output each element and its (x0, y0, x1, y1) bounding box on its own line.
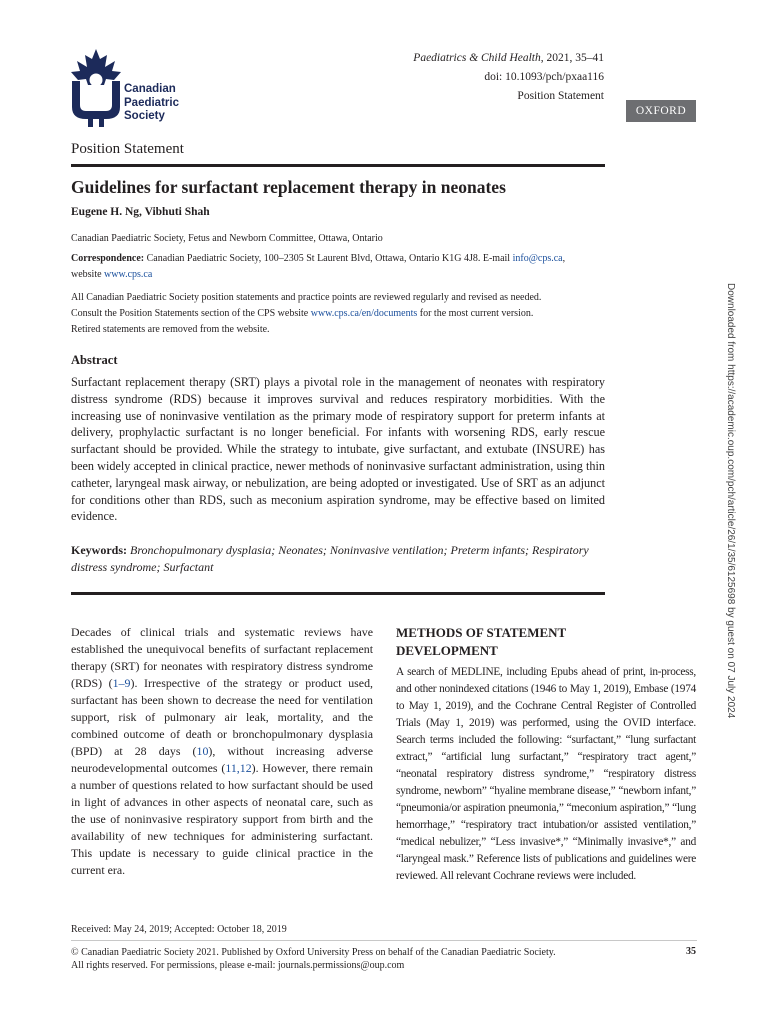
ref-link[interactable]: 1–9 (112, 676, 131, 690)
authors: Eugene H. Ng, Vibhuti Shah (71, 206, 210, 218)
maple-leaf-child-icon (66, 47, 126, 129)
website-link[interactable]: www.cps.ca (104, 269, 153, 280)
logo-text: Canadian Paediatric Society (124, 83, 179, 122)
ref-link[interactable]: 11,12 (225, 761, 252, 775)
documents-link[interactable]: www.cps.ca/en/documents (310, 308, 418, 319)
abstract-text: Surfactant replacement therapy (SRT) plays a pivotal role in the management of neonates with respiratory distress syndrome (RDS) because it improves survival and reduces respiratory morbidities. With the increasing use of noninvasive ventilation as the primary mode of respiratory support for preterm infants at delivery, prophylactic surfactant is no longer beneficial. For infants with worsening RDS, early rescue surfactant should be provided. While the strategy to intubate, give surfactant, and extubate (INSURE) has been widely accepted in clinical practice, newer methods of noninvasive surfactant administration, using thin catheter, laryngeal mask airway, or nebulization, are being adopted or investigated. Use of SRT as an adjunct for conditions other than RDS, such as meconium aspiration syndrome, may be effective based on limited evidence. (71, 375, 605, 524)
article-title: Guidelines for surfactant replacement therapy in neonates (71, 177, 506, 197)
intro-paragraph: Decades of clinical trials and systematic reviews have established the unequivocal benefits of surfactant replacement therapy (SRT) for neonates with respiratory distress syndrome (RDS) (1–9). Irrespective of the strategy or product used, surfactant has been shown to decrease the need for ventilation support, risk of pulmonary air leak, mortality, and the combined outcome of death or bronchopulmonary dysplasia (BPD) at 28 days (10), without increasing adverse neurodevelopmental outcomes (11,12). However, there remain a number of questions related to how surfactant should be used in light of advances in other aspects of neonatal care, such as the use of noninvasive respiratory support from birth and the availability of new techniques for administering surfactant. This update is necessary to guide clinical practice in the current era. (71, 625, 374, 877)
footer-rule (71, 940, 697, 941)
doi: doi: 10.1093/pch/pxaa116 (484, 71, 604, 83)
keywords: Keywords: Bronchopulmonary dysplasia; Neonates; Noninvasive ventilation; Preterm infants; Respiratory distress syndrome; Surfactant (71, 543, 589, 574)
affiliation: Canadian Paediatric Society, Fetus and Newborn Committee, Ottawa, Ontario (71, 233, 383, 244)
correspondence: Correspondence: Canadian Paediatric Society, 100–2305 St Laurent Blvd, Ottawa, Ontario K1G 4J8. E-mail info@cps.ca, website www.cps.ca (71, 253, 566, 280)
ref-link[interactable]: 10 (196, 744, 209, 758)
abstract-rule (71, 592, 605, 595)
journal-citation: Paediatrics & Child Health, 2021, 35–41 (413, 52, 604, 64)
methods-paragraph: A search of MEDLINE, including Epubs ahead of print, in-process, and other nonindexed citations (1946 to May 1, 2019), Embase (1974 to May 1, 2019), and the Cochrane Central Register of Controlled Trials (May 1, 2019) was performed, using the OVID interface. Search terms included the following: “surfactant,” “lung surfactant extract,” “artificial lung surfactant,” “respiratory tract agent,” “neonatal respiratory distress syndrome,” “respiratory distress syndrome, newborn” “hyaline membrane disease,” “newborn infant,” “pneumonia/or aspiration pneumonia,” “meconium aspiration,” “lung hemorrhage,” “respiratory tract intubation/or assisted ventilation,” “medical nebulizer,” “Less invasive*,” “Minimally invasive*,” and “laryngeal mask.” Reference lists of publications and guidelines were reviewed. All relevant Cochrane reviews were included. (396, 666, 696, 882)
header-rule (71, 164, 605, 167)
journal-meta (413, 49, 604, 106)
abstract-heading: Abstract (71, 353, 118, 367)
section-label: Position Statement (71, 141, 184, 157)
article-type: Position Statement (517, 90, 604, 102)
copyright: © Canadian Paediatric Society 2021. Published by Oxford University Press on behalf of the Canadian Paediatric Society. All rights reserved. For permissions, please e-mail: journals.permissions@oup.com (71, 947, 556, 971)
cps-logo (66, 47, 186, 129)
review-note: All Canadian Paediatric Society position statements and practice points are reviewed regularly and revised as needed. Consult the Position Statements section of the CPS website www.cps.ca/en/documents for the most current version. Retired statements are removed from the website. (71, 292, 542, 335)
received-dates: Received: May 24, 2019; Accepted: October 18, 2019 (71, 924, 287, 935)
methods-heading: METHODS OF STATEMENT DEVELOPMENT (396, 625, 566, 658)
oxford-badge: OXFORD (626, 100, 696, 122)
download-watermark: Downloaded from https://academic.oup.com/pch/article/26/1/35/6125698 by guest on 07 July 2024 (725, 283, 736, 719)
page-number: 35 (686, 946, 696, 957)
email-link[interactable]: info@cps.ca (512, 253, 563, 264)
